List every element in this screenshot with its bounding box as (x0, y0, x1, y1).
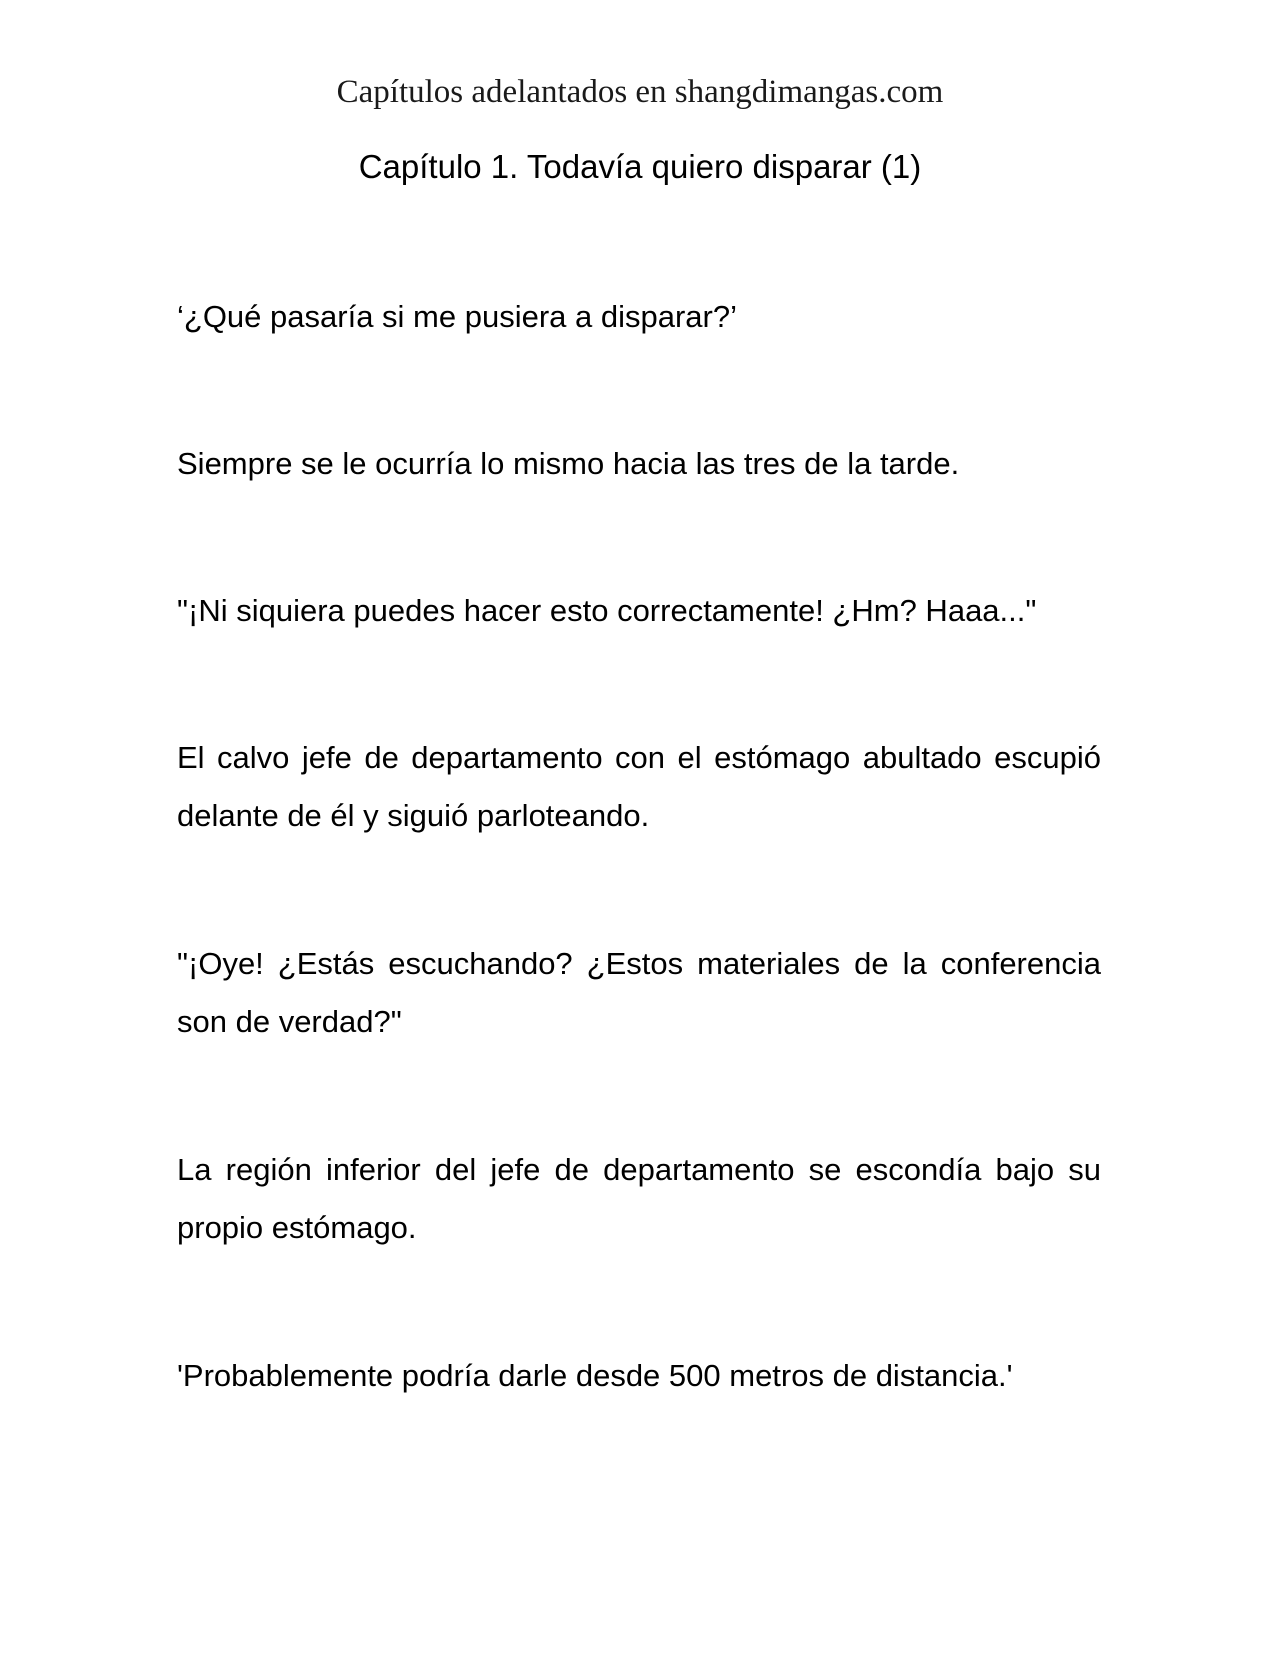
chapter-title: Capítulo 1. Todavía quiero disparar (1) (358, 148, 922, 185)
paragraph-7: 'Probablemente podría darle desde 500 metros de distancia.' (177, 1358, 1013, 1393)
paragraph-2: Siempre se le ocurría lo mismo hacia las tres de la tarde. (177, 446, 960, 481)
paragraph-6: La región inferior del jefe de departamento se escondía bajo su propio estómago. (177, 1152, 1101, 1245)
site-banner: Capítulos adelantados en shangdimangas.com (336, 74, 944, 110)
paragraph-4: El calvo jefe de departamento con el estómago abultado escupió delante de él y siguió parloteando. (177, 740, 1101, 833)
paragraph-1: ‘¿Qué pasaría si me pusiera a disparar?’ (177, 299, 737, 334)
paragraph-5: "¡Oye! ¿Estás escuchando? ¿Estos materiales de la conferencia son de verdad?" (177, 946, 1101, 1039)
paragraph-3: "¡Ni siquiera puedes hacer esto correctamente! ¿Hm? Haaa..." (177, 593, 1037, 628)
